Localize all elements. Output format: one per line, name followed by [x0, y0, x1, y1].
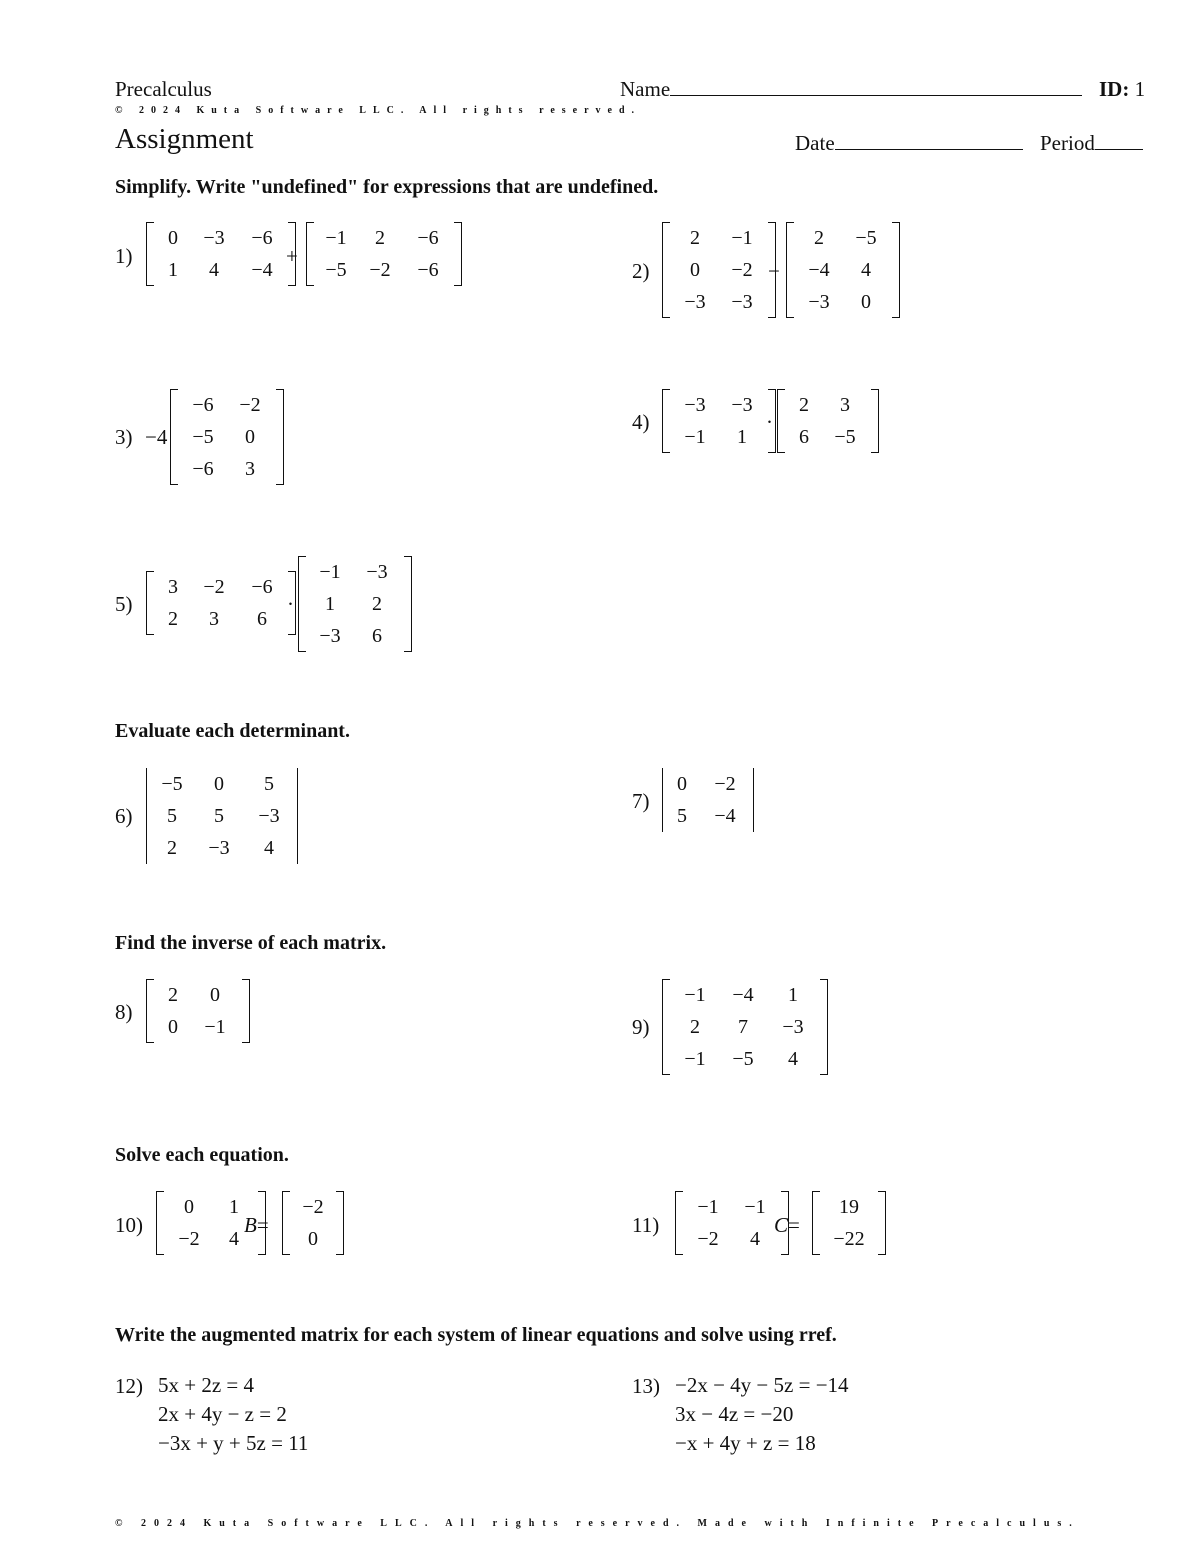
equation-system	[158, 1371, 308, 1458]
matrix-cell: 0	[245, 426, 255, 448]
matrix-cell: −1	[731, 227, 753, 249]
right-bracket	[404, 556, 412, 652]
equation-line: −x + 4y + z = 18	[675, 1431, 816, 1455]
right-bar	[297, 768, 298, 864]
right-bracket	[336, 1191, 344, 1255]
matrix-A	[146, 222, 296, 286]
matrix-cell: 4	[788, 1048, 798, 1070]
matrix-cell: −1	[697, 1196, 719, 1218]
determinant	[146, 768, 298, 864]
copyright-line: © 2024 Kuta Software LLC. All rights reserved.	[115, 105, 642, 116]
right-bar	[753, 768, 754, 832]
matrix-A	[662, 979, 828, 1075]
date-field[interactable]	[795, 131, 1023, 156]
problem-number: 5)	[115, 592, 133, 616]
matrix-grid	[683, 1191, 781, 1255]
matrix-cell: 0	[168, 1016, 178, 1038]
matrix-grid	[154, 222, 288, 286]
period-field[interactable]	[1040, 131, 1143, 156]
matrix-cell: 1	[788, 984, 798, 1006]
matrix-cell: −5	[192, 426, 214, 448]
unknown-matrix	[774, 1213, 800, 1238]
matrix-cell: −2	[203, 576, 225, 598]
matrix-cell: −4	[251, 259, 273, 281]
matrix-cell: 3	[209, 608, 219, 630]
unknown-var: B	[244, 1213, 257, 1237]
right-bracket	[892, 222, 900, 318]
left-bracket	[298, 556, 306, 652]
matrix-cell: 7	[738, 1016, 748, 1038]
equation-line: 2x + 4y − z = 2	[158, 1402, 287, 1426]
matrix-A	[675, 1191, 789, 1255]
page-title: Assignment	[115, 123, 254, 155]
matrix-grid	[147, 768, 297, 864]
equation-line: 5x + 2z = 4	[158, 1373, 255, 1397]
matrix-cell: 2	[814, 227, 824, 249]
matrix-cell: 5	[214, 805, 224, 827]
matrix-cell: 2	[168, 984, 178, 1006]
matrix-cell: 1	[229, 1196, 239, 1218]
right-bracket	[276, 389, 284, 485]
matrix-cell: 3	[245, 458, 255, 480]
scalar: −4	[145, 425, 168, 449]
matrix-cell: −4	[714, 805, 736, 827]
period-blank[interactable]	[1095, 131, 1143, 150]
matrix-cell: 0	[210, 984, 220, 1006]
matrix-cell: 2	[168, 608, 178, 630]
left-bracket	[282, 1191, 290, 1255]
matrix-A	[146, 979, 250, 1043]
matrix-cell: 0	[690, 259, 700, 281]
matrix-cell: −5	[732, 1048, 754, 1070]
matrix-B	[777, 389, 879, 453]
matrix-R	[282, 1191, 344, 1255]
matrix-cell: −6	[192, 458, 214, 480]
matrix-cell: 4	[229, 1228, 239, 1250]
matrix-cell: −3	[808, 291, 830, 313]
unknown-matrix	[244, 1213, 269, 1238]
equals-sign: =	[788, 1213, 800, 1237]
matrix-cell: 4	[750, 1228, 760, 1250]
period-label: Period	[1040, 131, 1095, 155]
matrix-cell: −6	[192, 394, 214, 416]
problem-number: 9)	[632, 1015, 650, 1039]
problem-number: 3)	[115, 425, 133, 449]
matrix-cell: 2	[372, 593, 382, 615]
matrix-cell: −1	[204, 1016, 226, 1038]
id-value: 1	[1134, 77, 1146, 101]
left-bracket	[170, 389, 178, 485]
id-field	[1099, 77, 1145, 102]
left-bracket	[777, 389, 785, 453]
matrix-cell: −4	[808, 259, 830, 281]
left-bracket	[156, 1191, 164, 1255]
matrix-cell: 3	[840, 394, 850, 416]
matrix-grid	[290, 1191, 336, 1255]
left-bracket	[675, 1191, 683, 1255]
name-field[interactable]	[620, 77, 1082, 102]
matrix-cell: −2	[178, 1228, 200, 1250]
matrix-cell: −3	[731, 394, 753, 416]
section-simplify: Simplify. Write "undefined" for expressions that are undefined.	[115, 176, 659, 198]
matrix-grid	[670, 222, 768, 318]
matrix-cell: 2	[375, 227, 385, 249]
matrix-cell: 4	[264, 837, 274, 859]
matrix-cell: 4	[209, 259, 219, 281]
matrix-B	[786, 222, 900, 318]
matrix-cell: −2	[731, 259, 753, 281]
matrix-cell: 5	[677, 805, 687, 827]
matrix-cell: −6	[417, 227, 439, 249]
matrix-grid	[670, 389, 768, 453]
matrix-grid	[820, 1191, 878, 1255]
section-augmented: Write the augmented matrix for each system of linear equations and solve using rref.	[115, 1324, 837, 1346]
matrix-cell: −1	[319, 561, 341, 583]
determinant	[662, 768, 754, 832]
right-bracket	[242, 979, 250, 1043]
matrix-cell: 4	[861, 259, 871, 281]
matrix-grid	[314, 222, 454, 286]
operator-plus: +	[286, 244, 298, 268]
matrix-grid	[785, 389, 871, 453]
matrix-cell: −5	[161, 773, 183, 795]
matrix-cell: 2	[690, 1016, 700, 1038]
section-determinant: Evaluate each determinant.	[115, 720, 350, 742]
right-bracket	[820, 979, 828, 1075]
matrix-cell: 1	[325, 593, 335, 615]
matrix-cell: 5	[167, 805, 177, 827]
matrix-R	[812, 1191, 886, 1255]
operator-dot: ·	[287, 592, 294, 616]
matrix-grid	[178, 389, 276, 485]
matrix-cell: −2	[697, 1228, 719, 1250]
left-bracket	[146, 571, 154, 635]
matrix-cell: −5	[834, 426, 856, 448]
matrix-cell: −3	[258, 805, 280, 827]
matrix-cell: −1	[684, 1048, 706, 1070]
operator-dot: ·	[766, 410, 773, 434]
problem-number: 12)	[115, 1374, 143, 1398]
matrix-grid	[663, 768, 753, 832]
equation-line: −3x + y + 5z = 11	[158, 1431, 309, 1455]
matrix-cell: −1	[684, 984, 706, 1006]
unknown-var: C	[774, 1213, 789, 1237]
matrix-grid	[794, 222, 892, 318]
id-label: ID:	[1099, 77, 1130, 101]
matrix-grid	[670, 979, 820, 1075]
problem-number: 8)	[115, 1000, 133, 1024]
operator-minus: −	[768, 259, 780, 283]
section-solve: Solve each equation.	[115, 1144, 289, 1166]
equals-sign: =	[256, 1213, 269, 1237]
matrix-cell: −2	[239, 394, 261, 416]
matrix-cell: −1	[325, 227, 347, 249]
problem-number: 11)	[632, 1213, 660, 1237]
matrix-cell: 0	[861, 291, 871, 313]
matrix-cell: 2	[167, 837, 177, 859]
equation-line: −2x − 4y − 5z = −14	[675, 1373, 849, 1397]
left-bracket	[662, 979, 670, 1075]
matrix-cell: −2	[714, 773, 736, 795]
matrix-grid	[306, 556, 404, 652]
matrix-A	[662, 389, 776, 453]
right-bracket	[871, 389, 879, 453]
matrix-cell: 2	[690, 227, 700, 249]
matrix-cell: −3	[782, 1016, 804, 1038]
matrix-B	[306, 222, 462, 286]
matrix-cell: −3	[208, 837, 230, 859]
matrix-cell: 0	[214, 773, 224, 795]
problem-number: 6)	[115, 804, 133, 828]
left-bracket	[306, 222, 314, 286]
matrix-cell: −4	[732, 984, 754, 1006]
matrix-cell: 6	[372, 625, 382, 647]
matrix-cell: −6	[417, 259, 439, 281]
matrix-cell: −6	[251, 576, 273, 598]
matrix-A	[170, 389, 284, 485]
matrix-cell: −3	[319, 625, 341, 647]
matrix-cell: −5	[855, 227, 877, 249]
right-bracket	[454, 222, 462, 286]
matrix-cell: 0	[168, 227, 178, 249]
left-bracket	[812, 1191, 820, 1255]
matrix-cell: −2	[302, 1196, 324, 1218]
matrix-cell: −3	[684, 394, 706, 416]
matrix-cell: −1	[744, 1196, 766, 1218]
footer-copyright: © 2024 Kuta Software LLC. All rights reserved. Made with Infinite Precalculus.	[115, 1518, 1080, 1529]
matrix-cell: −1	[684, 426, 706, 448]
left-bracket	[146, 222, 154, 286]
matrix-cell: −3	[366, 561, 388, 583]
matrix-cell: 6	[257, 608, 267, 630]
matrix-cell: −3	[731, 291, 753, 313]
matrix-A	[146, 571, 296, 635]
matrix-A	[662, 222, 776, 318]
matrix-cell: 1	[737, 426, 747, 448]
matrix-cell: −3	[203, 227, 225, 249]
matrix-B	[298, 556, 412, 652]
section-inverse: Find the inverse of each matrix.	[115, 932, 387, 954]
matrix-grid	[154, 979, 242, 1043]
problem-number: 2)	[632, 259, 650, 283]
problem-number: 10)	[115, 1213, 143, 1237]
left-bracket	[662, 222, 670, 318]
equation-line: 3x − 4z = −20	[675, 1402, 794, 1426]
name-label: Name	[620, 77, 671, 101]
matrix-cell: −5	[325, 259, 347, 281]
matrix-cell: −3	[684, 291, 706, 313]
matrix-cell: 2	[799, 394, 809, 416]
matrix-cell: 0	[677, 773, 687, 795]
matrix-cell: 0	[308, 1228, 318, 1250]
right-bracket	[878, 1191, 886, 1255]
matrix-cell: 6	[799, 426, 809, 448]
matrix-cell: −6	[251, 227, 273, 249]
matrix-cell: 3	[168, 576, 178, 598]
matrix-cell: 5	[264, 773, 274, 795]
left-bracket	[786, 222, 794, 318]
left-bracket	[146, 979, 154, 1043]
course-name: Precalculus	[115, 77, 212, 101]
matrix-cell: 19	[839, 1196, 859, 1218]
problem-number: 1)	[115, 244, 133, 268]
date-blank[interactable]	[835, 131, 1023, 150]
equation-system	[675, 1371, 849, 1458]
problem-number: 13)	[632, 1374, 660, 1398]
matrix-cell: 1	[168, 259, 178, 281]
name-blank[interactable]	[670, 77, 1082, 96]
matrix-cell: −22	[833, 1228, 865, 1250]
matrix-grid	[154, 571, 288, 635]
matrix-cell: −2	[369, 259, 391, 281]
matrix-cell: 0	[184, 1196, 194, 1218]
left-bracket	[662, 389, 670, 453]
date-label: Date	[795, 131, 835, 155]
problem-number: 7)	[632, 789, 650, 813]
problem-number: 4)	[632, 410, 650, 434]
